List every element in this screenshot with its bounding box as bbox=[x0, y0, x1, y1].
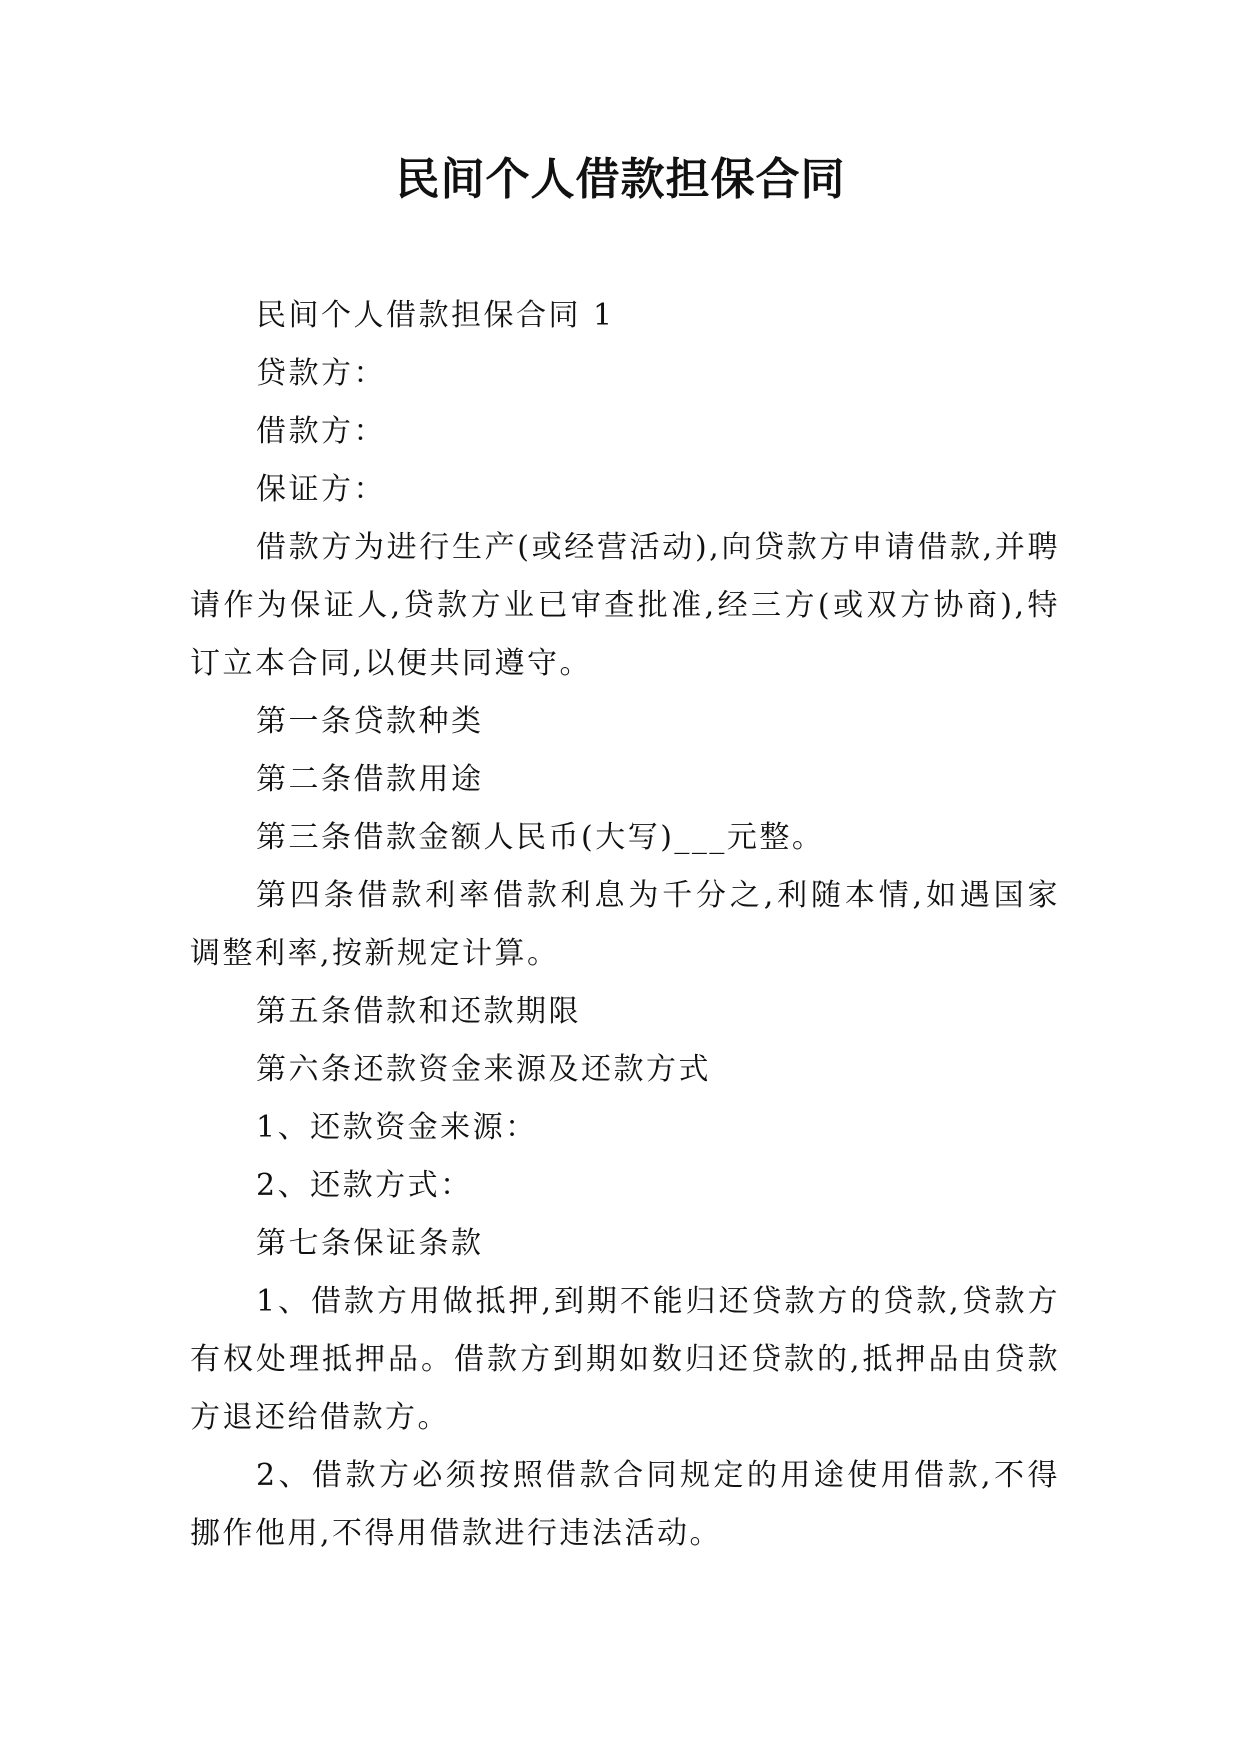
document-body bbox=[190, 287, 1060, 1563]
guarantee-clause-2: 2、借款方必须按照借款合同规定的用途使用借款,不得挪作他用,不得用借款进行违法活动。 bbox=[190, 1458, 1060, 1551]
article-7-heading: 第七条保证条款 bbox=[256, 1226, 484, 1261]
article-4-paragraph: 第四条借款利率借款利息为千分之,利随本情,如遇国家调整利率,按新规定计算。 bbox=[190, 878, 1060, 971]
document-title: 民间个人借款担保合同 bbox=[395, 154, 846, 205]
article-1-heading: 第一条贷款种类 bbox=[256, 704, 484, 739]
guarantor-line: 保证方： bbox=[256, 472, 386, 507]
subtitle-paragraph: 民间个人借款担保合同 1 bbox=[256, 298, 615, 333]
article-2-heading: 第二条借款用途 bbox=[256, 762, 484, 797]
article-3-paragraph: 第三条借款金额人民币(大写)___元整。 bbox=[256, 820, 825, 855]
repayment-source-item: 1、还款资金来源： bbox=[256, 1110, 538, 1145]
repayment-method-item: 2、还款方式： bbox=[256, 1168, 473, 1203]
preamble-paragraph: 借款方为进行生产(或经营活动),向贷款方申请借款,并聘请作为保证人,贷款方业已审查批准,经三方(或双方协商),特订立本合同,以便共同遵守。 bbox=[190, 530, 1060, 681]
borrower-line: 借款方： bbox=[256, 414, 386, 449]
article-5-heading: 第五条借款和还款期限 bbox=[256, 994, 581, 1029]
guarantee-clause-1: 1、借款方用做抵押,到期不能归还贷款方的贷款,贷款方有权处理抵押品。借款方到期如数归还贷款的,抵押品由贷款方退还给借款方。 bbox=[190, 1284, 1060, 1435]
article-6-heading: 第六条还款资金来源及还款方式 bbox=[256, 1052, 711, 1087]
lender-line: 贷款方： bbox=[256, 356, 386, 391]
